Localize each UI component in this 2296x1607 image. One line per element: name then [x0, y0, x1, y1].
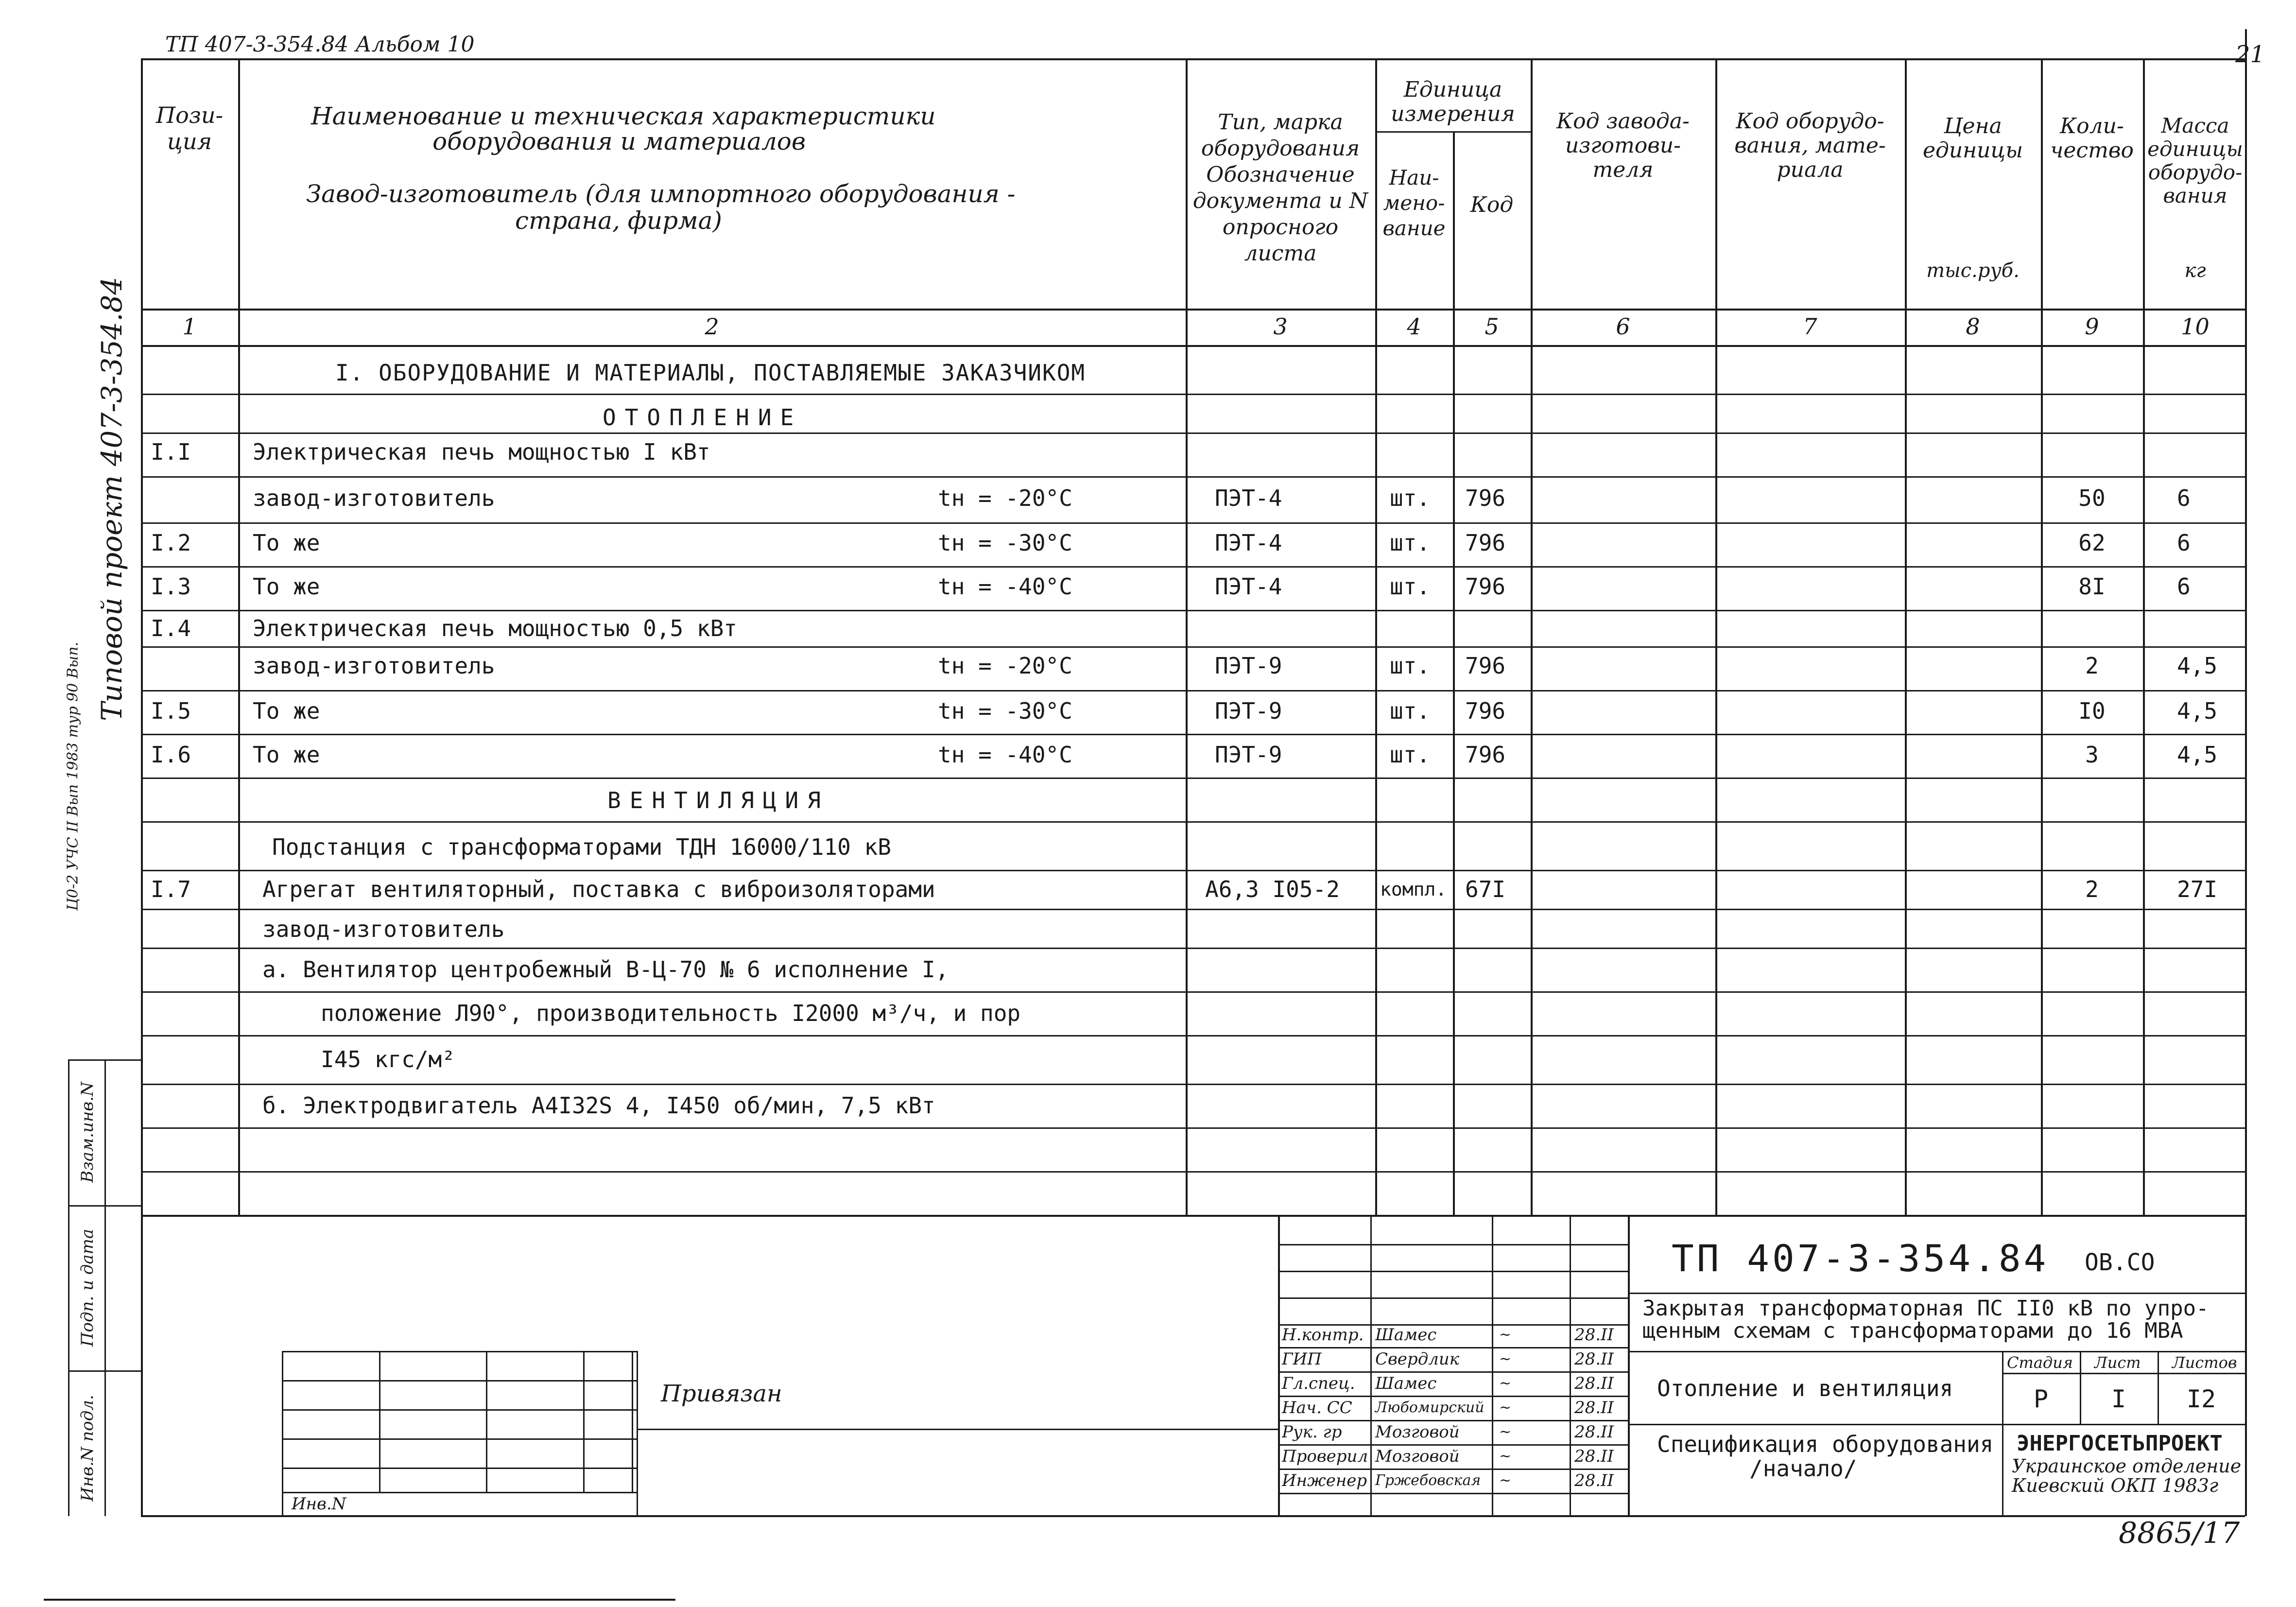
header-unit-group: Единица измерения — [1391, 77, 1515, 126]
sheet-label: Лист — [2094, 1353, 2141, 1372]
signer-name: Гржебовская — [1375, 1472, 1481, 1489]
vent-pressure-line: I45 кгс/м² — [321, 1046, 455, 1072]
left-stamp-strip — [68, 1059, 141, 1516]
row-line — [141, 1035, 2245, 1037]
row-code: 67I — [1465, 876, 1506, 902]
signer-signature: ~ — [1499, 1472, 1512, 1489]
row-line — [141, 948, 2245, 949]
signer-name: Свердлик — [1375, 1349, 1460, 1369]
section-ventilation: ВЕНТИЛЯЦИЯ — [607, 787, 829, 813]
row-position: I.7 — [151, 876, 191, 902]
row-type: ПЭТ-9 — [1215, 742, 1282, 768]
row-line — [141, 394, 2245, 395]
row-line — [141, 870, 2245, 871]
row-quantity: 3 — [2085, 742, 2099, 768]
signer-signature: ~ — [1499, 1350, 1512, 1367]
table-row — [0, 877, 2296, 906]
row-position: I.5 — [151, 698, 191, 724]
unit-group-divider — [1375, 131, 1531, 133]
row-line — [141, 1171, 2245, 1173]
colnum-10: 10 — [2181, 313, 2210, 340]
title-area-line-3 — [1628, 1424, 2245, 1425]
stage-block-left — [2002, 1351, 2003, 1516]
row-line — [141, 690, 2245, 691]
signer-role: Рук. гр — [1282, 1422, 1342, 1442]
binding-grid — [282, 1351, 637, 1516]
bottom-outer-line — [44, 1599, 675, 1601]
row-line — [141, 778, 2245, 779]
row-temperature: tн = -40°C — [938, 573, 1072, 600]
row-line — [141, 522, 2245, 524]
row-mass: 4,5 — [2177, 698, 2218, 724]
signer-row — [1278, 1471, 1628, 1495]
header-name-line4: страна, фирма) — [515, 207, 722, 235]
signer-role: Н.контр. — [1282, 1325, 1364, 1345]
colnum-3: 3 — [1273, 313, 1288, 340]
signer-signature: ~ — [1499, 1375, 1512, 1392]
table-row — [0, 654, 2296, 683]
row-name: То же — [253, 530, 320, 556]
colnum-8: 8 — [1966, 313, 1980, 340]
header-position: Пози- ция — [155, 102, 224, 155]
top-border — [141, 58, 2245, 60]
sheets-label: Листов — [2172, 1353, 2237, 1372]
vent-fan-line: а. Вентилятор центробежный В-Ц-70 № 6 исполнение I, — [262, 956, 949, 983]
signer-row — [1278, 1398, 1628, 1422]
row-position: I.4 — [151, 615, 191, 641]
header-unit-name: Наи- мено- вание — [1382, 166, 1446, 240]
row-line — [141, 610, 2245, 611]
signer-row — [1278, 1325, 1628, 1349]
section-heating: ОТОПЛЕНИЕ — [603, 404, 803, 431]
signer-date: 28.II — [1574, 1447, 1614, 1466]
header-name-line3: Завод-изготовитель (для импортного оборудования - — [306, 180, 1016, 208]
row-temperature: tн = -20°C — [938, 485, 1072, 511]
header-bottom-line — [141, 309, 2245, 311]
table-row — [0, 743, 2296, 772]
signer-name: Мозговой — [1375, 1422, 1460, 1442]
right-border — [2245, 29, 2247, 1516]
row-unit: шт. — [1390, 742, 1431, 768]
row-line — [141, 909, 2245, 910]
inv-label: Инв.N — [292, 1494, 346, 1514]
signer-role: ГИП — [1282, 1349, 1322, 1369]
vent-position-line: положение Л90°, производительность I2000 м³/ч, и пор — [321, 1000, 1021, 1026]
row-type: ПЭТ-9 — [1215, 653, 1282, 679]
stamp-label-signature-date: Подп. и дата — [78, 1228, 97, 1347]
row-line — [141, 1127, 2245, 1129]
colnum-9: 9 — [2085, 313, 2099, 340]
header-unit-price: Цена единицы — [1922, 114, 2023, 163]
table-row — [0, 616, 2296, 645]
row-line — [141, 432, 2245, 434]
row-type: А6,3 I05-2 — [1205, 876, 1340, 902]
signer-signature: ~ — [1499, 1326, 1512, 1343]
row-type: ПЭТ-4 — [1215, 573, 1282, 600]
row-name: То же — [253, 698, 320, 724]
row-line — [141, 476, 2245, 478]
sheet-title: Отопление и вентиляция — [1657, 1375, 1953, 1401]
signer-row — [1278, 1374, 1628, 1398]
row-name: завод-изготовитель — [253, 653, 495, 679]
table-row — [0, 486, 2296, 515]
row-code: 796 — [1465, 698, 1506, 724]
row-line — [141, 1084, 2245, 1085]
row-temperature: tн = -30°C — [938, 698, 1072, 724]
signer-name: Шамес — [1375, 1374, 1437, 1393]
row-line — [141, 566, 2245, 568]
signer-date: 28.II — [1574, 1374, 1614, 1393]
left-frame-border — [141, 58, 143, 1516]
row-code: 796 — [1465, 485, 1506, 511]
header-name-line2: оборудования и материалов — [432, 127, 806, 156]
colnum-6: 6 — [1616, 313, 1630, 340]
row-unit: шт. — [1390, 573, 1431, 600]
row-quantity: 62 — [2078, 530, 2106, 556]
row-quantity: 8I — [2078, 573, 2106, 600]
privyazan-line — [637, 1429, 1278, 1430]
colnum-4: 4 — [1407, 313, 1421, 340]
row-quantity: 50 — [2078, 485, 2106, 511]
sheets-value: I2 — [2186, 1385, 2216, 1413]
header-price-unit: тыс.руб. — [1926, 259, 2020, 282]
signer-role: Инженер — [1282, 1471, 1367, 1490]
table-row — [0, 440, 2296, 469]
header-quantity: Коли- чество — [2050, 114, 2134, 163]
signer-date: 28.II — [1574, 1349, 1614, 1369]
row-temperature: tн = -20°C — [938, 653, 1072, 679]
signer-date: 28.II — [1574, 1471, 1614, 1490]
signer-name: Шамес — [1375, 1325, 1437, 1345]
row-code: 796 — [1465, 573, 1506, 600]
stamp-label-replacement-inv: Взам.инв.N — [78, 1082, 97, 1183]
row-name: Электрическая печь мощностью 0,5 кВт — [253, 615, 737, 641]
vent-motor-line: б. Электродвигатель А4I32S 4, I450 об/мин, 7,5 кВт — [262, 1092, 935, 1119]
left-fine-print: Ц0-2 УЧС II Вып 1983 тур 90 Вып. — [64, 641, 82, 911]
document-title-line-1: Спецификация оборудования — [1657, 1431, 1994, 1457]
row-name: Электрическая печь мощностью I кВт — [253, 439, 710, 465]
colnum-7: 7 — [1803, 313, 1817, 340]
title-area-line-1 — [1628, 1293, 2245, 1294]
project-label: Типовой проект 407-3-354.84 — [95, 276, 128, 721]
signer-role: Нач. СС — [1282, 1398, 1352, 1417]
bottom-right-number: 8865/17 — [2119, 1516, 2240, 1550]
row-unit: шт. — [1390, 698, 1431, 724]
signer-date: 28.II — [1574, 1398, 1614, 1417]
row-quantity: I0 — [2078, 698, 2106, 724]
privyazan-label: Привязан — [661, 1380, 782, 1407]
object-line-1: Закрытая трансформаторная ПС II0 кВ по упро- — [1642, 1296, 2209, 1321]
row-quantity: 2 — [2085, 653, 2099, 679]
document-number: ТП 407-3-354.84 — [1672, 1237, 2049, 1280]
header-name-line1: Наименование и техническая характеристики — [311, 102, 936, 130]
row-temperature: tн = -30°C — [938, 530, 1072, 556]
header-type: Тип, марка оборудования Обозначение документа и N опросного листа — [1192, 110, 1368, 266]
row-name: То же — [253, 573, 320, 600]
title-area-left — [1628, 1215, 1630, 1516]
stage-value: Р — [2033, 1385, 2049, 1413]
row-mass: 6 — [2177, 530, 2191, 556]
row-mass: 27I — [2177, 876, 2218, 902]
object-line-2: щенным схемам с трансформаторами до 16 МВА — [1642, 1318, 2183, 1343]
vent-factory-line: завод-изготовитель — [262, 916, 505, 942]
signer-row — [1278, 1349, 1628, 1374]
table-bottom-line — [141, 1215, 2245, 1217]
row-mass: 6 — [2177, 573, 2191, 600]
row-line — [141, 991, 2245, 993]
section-1-title: I. ОБОРУДОВАНИЕ И МАТЕРИАЛЫ, ПОСТАВЛЯЕМЫЕ ЗАКАЗЧИКОМ — [335, 360, 1086, 386]
row-mass: 4,5 — [2177, 742, 2218, 768]
top-reference: ТП 407-3-354.84 Альбом 10 — [165, 32, 475, 57]
row-type: ПЭТ-4 — [1215, 530, 1282, 556]
colnum-2: 2 — [705, 313, 719, 340]
row-quantity: 2 — [2085, 876, 2099, 902]
privyazan-left-line — [637, 1351, 638, 1516]
row-mass: 4,5 — [2177, 653, 2218, 679]
row-code: 796 — [1465, 653, 1506, 679]
title-area-line-2 — [1628, 1351, 2245, 1352]
header-mass-unit: кг — [2184, 259, 2206, 282]
table-row — [0, 531, 2296, 560]
header-factory-code: Код завода- изготови- теля — [1556, 109, 1690, 182]
header-mass: Масса единицы оборудо- вания — [2147, 114, 2243, 207]
row-line — [141, 646, 2245, 648]
numbers-bottom-line — [141, 345, 2245, 347]
row-mass: 6 — [2177, 485, 2191, 511]
signer-signature: ~ — [1499, 1399, 1512, 1416]
signer-date: 28.II — [1574, 1422, 1614, 1442]
signer-date: 28.II — [1574, 1325, 1614, 1345]
organization-branch: Украинское отделение — [2012, 1455, 2242, 1477]
row-name: завод-изготовитель — [253, 485, 495, 511]
row-unit: шт. — [1390, 485, 1431, 511]
signer-signature: ~ — [1499, 1448, 1512, 1465]
header-equipment-code: Код оборудо- вания, мате- риала — [1734, 109, 1886, 182]
sheet-value: I — [2111, 1385, 2126, 1413]
signer-name: Мозговой — [1375, 1447, 1460, 1466]
signer-row — [1278, 1447, 1628, 1471]
substation-line: Подстанция с трансформаторами ТДН 16000/110 кВ — [272, 834, 891, 860]
header-unit-code: Код — [1470, 192, 1514, 217]
signer-role: Гл.спец. — [1282, 1374, 1355, 1393]
table-row — [0, 699, 2296, 728]
row-code: 796 — [1465, 742, 1506, 768]
table-row — [0, 574, 2296, 604]
stage-label: Стадия — [2007, 1353, 2073, 1372]
signer-row — [1278, 1422, 1628, 1447]
signer-signature: ~ — [1499, 1423, 1512, 1440]
row-unit: шт. — [1390, 530, 1431, 556]
signer-name: Любомирский — [1375, 1399, 1485, 1416]
colnum-1: 1 — [182, 313, 197, 340]
document-suffix: ОВ.СО — [2085, 1249, 2155, 1276]
organization-office: Киевский ОКП 1983г — [2012, 1475, 2219, 1496]
colnum-5: 5 — [1485, 313, 1499, 340]
signer-role: Проверил — [1282, 1447, 1368, 1466]
row-unit: шт. — [1390, 653, 1431, 679]
row-temperature: tн = -40°C — [938, 742, 1072, 768]
row-position: I.6 — [151, 742, 191, 768]
row-line — [141, 734, 2245, 735]
row-type: ПЭТ-9 — [1215, 698, 1282, 724]
row-code: 796 — [1465, 530, 1506, 556]
stage-block-header-line — [2002, 1373, 2245, 1374]
organization-name: ЭНЕРГОСЕТЬПРОЕКТ — [2017, 1431, 2223, 1456]
row-unit: компл. — [1380, 879, 1447, 900]
row-position: I.3 — [151, 573, 191, 600]
document-title-line-2: /начало/ — [1749, 1455, 1857, 1482]
stamp-label-original-inv: Инв.N подл. — [78, 1395, 97, 1502]
page-corner-number: 21 — [2235, 41, 2265, 68]
row-line — [141, 821, 2245, 823]
row-position: I.2 — [151, 530, 191, 556]
row-position: I.I — [151, 439, 191, 465]
row-name: Агрегат вентиляторный, поставка с виброизоляторами — [262, 876, 935, 902]
row-type: ПЭТ-4 — [1215, 485, 1282, 511]
row-name: То же — [253, 742, 320, 768]
